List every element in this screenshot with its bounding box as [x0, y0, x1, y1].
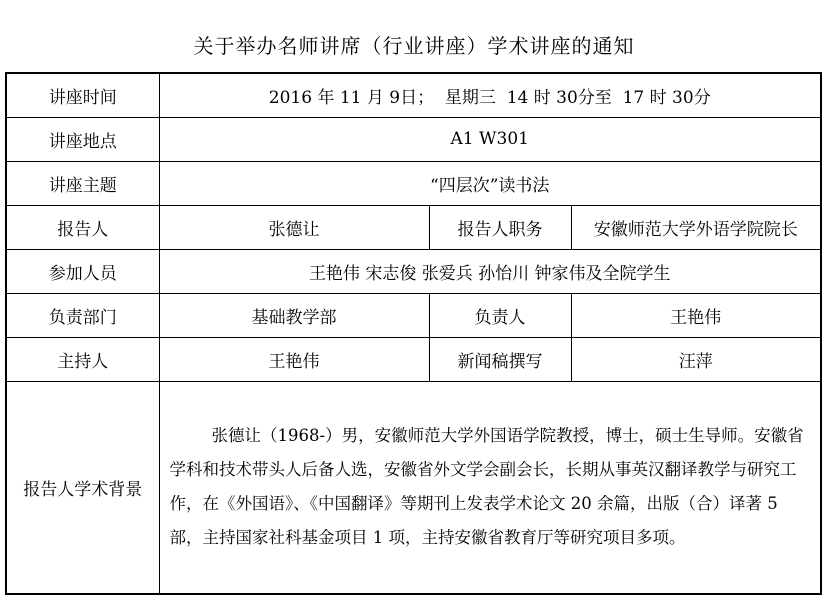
- owner-value: 王艳伟: [571, 293, 821, 337]
- speaker-value: 张德让: [159, 205, 429, 249]
- attendees-label: 参加人员: [6, 249, 159, 293]
- row-background: [6, 381, 821, 594]
- topic-value: “四层次”读书法: [159, 161, 821, 205]
- writer-label: 新闻稿撰写: [429, 337, 571, 381]
- notice-title: 关于举办名师讲席（行业讲座）学术讲座的通知: [193, 34, 635, 58]
- owner-label: 负责人: [429, 293, 571, 337]
- lecture-info-table: [5, 72, 822, 595]
- row-host: [6, 337, 821, 381]
- speaker-title-value: 安徽师范大学外语学院院长: [571, 205, 821, 249]
- row-speaker: [6, 205, 821, 249]
- topic-label: 讲座主题: [6, 161, 159, 205]
- location-value: A1 W301: [159, 117, 821, 161]
- row-topic: [6, 161, 821, 205]
- time-label: 讲座时间: [6, 73, 159, 117]
- host-value: 王艳伟: [159, 337, 429, 381]
- time-value: 2016 年 11 月 9日； 星期三 14 时 30分至 17 时 30分: [159, 73, 821, 117]
- row-time: [6, 73, 821, 117]
- writer-value: 汪萍: [571, 337, 821, 381]
- speaker-label: 报告人: [6, 205, 159, 249]
- speaker-title-label: 报告人职务: [429, 205, 571, 249]
- host-label: 主持人: [6, 337, 159, 381]
- background-text: 张德让（1968-）男，安徽师范大学外国语学院教授，博士，硕士生导师。安徽省学科和技术带头人后备人选，安徽省外文学会副会长，长期从事英汉翻译教学与研究工作，在《外国语》、《中国翻译》等期刊上发表学术论文 20 余篇，出版（合）译著 5 部，主持国家社科基金项目 1 项，主持安徽省教育厅等研究项目多项。: [169, 426, 804, 548]
- background-label: 报告人学术背景: [6, 381, 159, 594]
- row-attendees: [6, 249, 821, 293]
- attendees-value: 王艳伟 宋志俊 张爱兵 孙怡川 钟家伟及全院学生: [159, 249, 821, 293]
- background-text-cell: [159, 381, 821, 594]
- row-department: [6, 293, 821, 337]
- row-location: [6, 117, 821, 161]
- department-value: 基础教学部: [159, 293, 429, 337]
- location-label: 讲座地点: [6, 117, 159, 161]
- department-label: 负责部门: [6, 293, 159, 337]
